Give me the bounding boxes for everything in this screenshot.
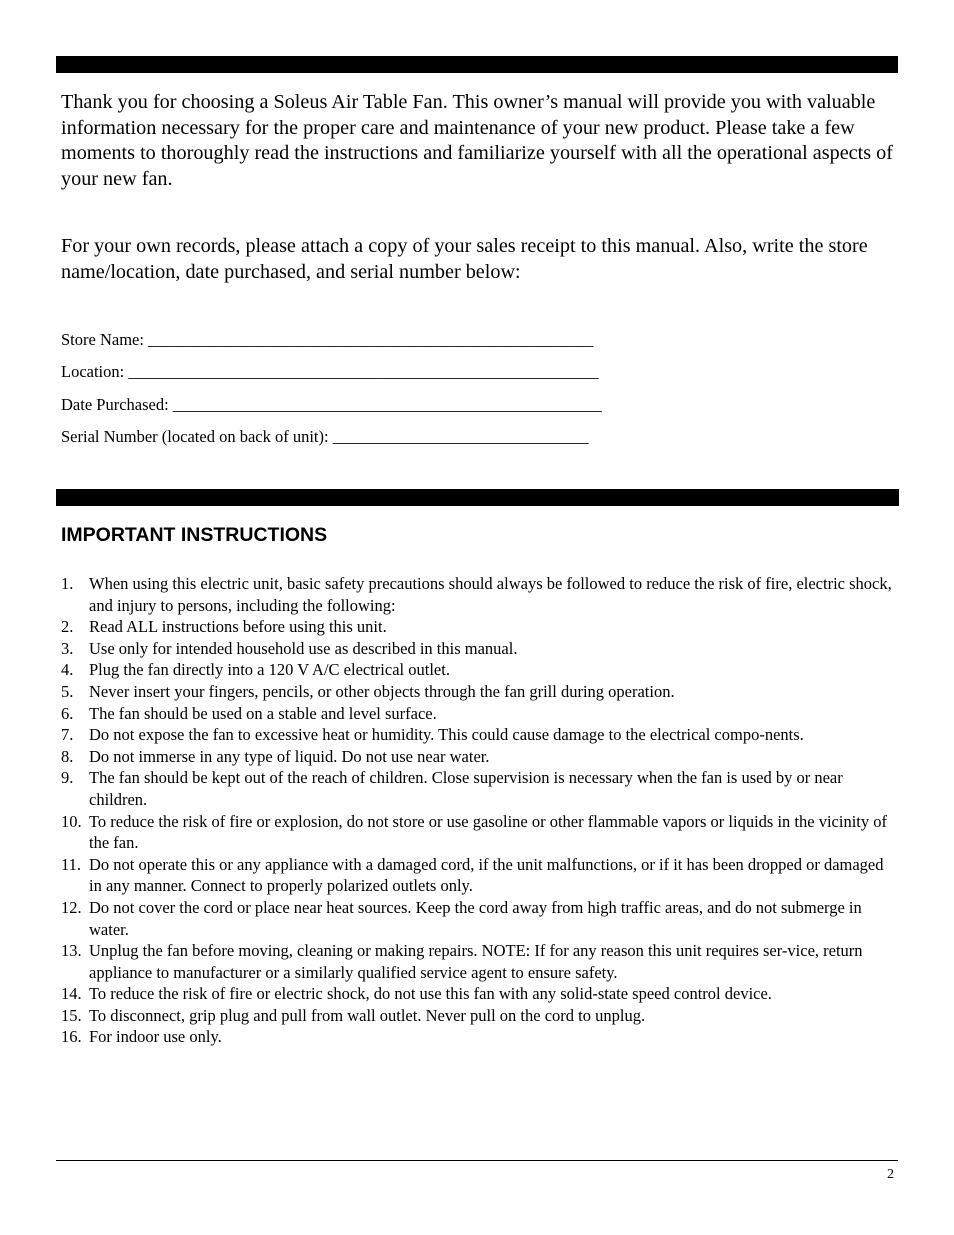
list-item xyxy=(61,681,893,703)
list-item-text: The fan should be kept out of the reach of children. Close supervision is necessary when the fan is used by or near children. xyxy=(89,768,843,809)
list-item-number: 11. xyxy=(61,854,82,874)
list-item-text: To disconnect, grip plug and pull from wall outlet. Never pull on the cord to unplug. xyxy=(89,1005,646,1025)
list-item-number: 8. xyxy=(61,746,74,766)
list-item-text: To reduce the risk of fire or electric shock, do not use this fan with any solid-state speed control device. xyxy=(89,984,772,1004)
list-item-text: Do not operate this or any appliance with a damaged cord, if the unit malfunctions, or if it has been dropped or damaged in any manner. Connect to properly polarized outlets only. xyxy=(89,854,884,896)
receipt-paragraph: For your own records, please attach a copy of your sales receipt to this manual. Also, write the store name/location, date purchased, and serial number below: xyxy=(61,235,868,283)
list-item-number: 16. xyxy=(61,1027,82,1047)
list-item-text: Do not expose the fan to excessive heat or humidity. This could cause damage to the electrical compo-nents. xyxy=(89,725,804,745)
list-item-text: Never insert your fingers, pencils, or other objects through the fan grill during operation. xyxy=(89,681,675,701)
list-item xyxy=(61,811,893,854)
list-item-number: 13. xyxy=(61,941,82,961)
list-item xyxy=(61,854,893,897)
list-item-number: 12. xyxy=(61,897,82,917)
list-item-text: When using this electric unit, basic safety precautions should always be followed to reduce the risk of fire, electric shock, and injury to persons, including the following: xyxy=(89,574,892,615)
list-item xyxy=(61,1005,893,1027)
list-item-number: 9. xyxy=(61,768,74,788)
list-item-number: 7. xyxy=(61,725,74,745)
list-item-text: To reduce the risk of fire or explosion, do not store or use gasoline or other flammable vapors or liquids in the vicinity of the fan. xyxy=(89,811,887,853)
list-item-text: Read ALL instructions before using this unit. xyxy=(89,617,387,637)
list-item-text: For indoor use only. xyxy=(89,1027,222,1047)
section-heading: IMPORTANT INSTRUCTIONS xyxy=(61,524,328,546)
list-item-text: Do not cover the cord or place near heat sources. Keep the cord away from high traffic areas, and do not submerge in water. xyxy=(89,897,862,939)
list-item-text: Unplug the fan before moving, cleaning or making repairs. NOTE: If for any reason this unit requires ser-vice, return appliance to manufacturer or a similarly qualified service agent to ensure safety. xyxy=(89,941,863,982)
list-item xyxy=(61,573,893,616)
instruction-list xyxy=(61,573,893,1048)
list-item-number: 10. xyxy=(61,811,82,831)
list-item-text: Use only for intended household use as described in this manual. xyxy=(89,638,518,658)
section-divider-bar xyxy=(56,489,899,506)
list-item xyxy=(61,983,893,1005)
footer-rule xyxy=(56,1160,898,1161)
list-item-number: 4. xyxy=(61,660,74,680)
list-item xyxy=(61,897,893,940)
page-number: 2 xyxy=(887,1167,894,1182)
purchase-record-form xyxy=(61,328,602,457)
list-item-number: 5. xyxy=(61,681,74,701)
list-item-number: 6. xyxy=(61,703,74,723)
list-item xyxy=(61,638,893,660)
list-item-number: 15. xyxy=(61,1005,82,1025)
list-item-number: 1. xyxy=(61,574,74,593)
list-item-text: Do not immerse in any type of liquid. Do not use near water. xyxy=(89,746,490,766)
list-item xyxy=(61,940,893,983)
list-item-number: 14. xyxy=(61,984,82,1004)
date-purchased-field[interactable]: Date Purchased: ____________________________________________________ xyxy=(61,394,602,414)
list-item xyxy=(61,616,893,638)
list-item xyxy=(61,1026,893,1048)
list-item xyxy=(61,724,893,746)
intro-paragraph: Thank you for choosing a Soleus Air Table Fan. This owner’s manual will provide you with valuable information necessary for the proper care and maintenance of your new product. Please take a few moments to thoroughly read the instructions and familiarize yourself with all the operational aspects of your new fan. xyxy=(61,91,893,190)
list-item xyxy=(61,746,893,768)
list-item xyxy=(61,767,893,810)
list-item-number: 3. xyxy=(61,638,74,658)
top-header-bar xyxy=(56,56,898,73)
store-name-field[interactable]: Store Name: ______________________________________________________ xyxy=(61,330,594,349)
location-field[interactable]: Location: _________________________________________________________ xyxy=(61,362,599,382)
list-item-text: Plug the fan directly into a 120 V A/C electrical outlet. xyxy=(89,660,450,680)
list-item-number: 2. xyxy=(61,617,74,637)
serial-number-field[interactable]: Serial Number (located on back of unit): _______________________________ xyxy=(61,426,589,446)
list-item-text: The fan should be used on a stable and level surface. xyxy=(89,703,437,723)
list-item xyxy=(61,659,893,681)
list-item xyxy=(61,703,893,725)
